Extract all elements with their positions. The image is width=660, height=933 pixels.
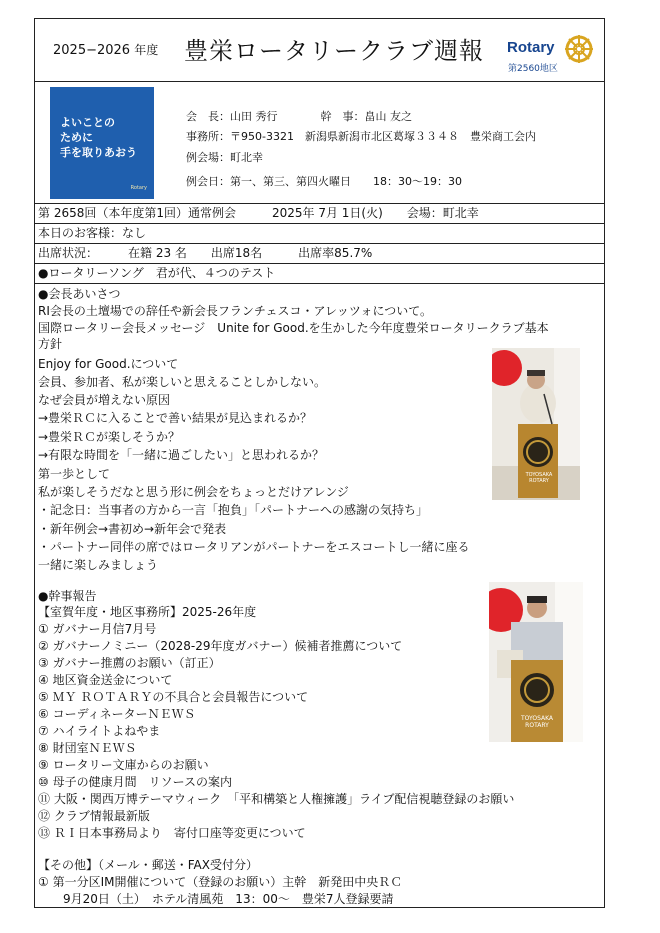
report-item: ⑤ ＭＹ ＲＯＴＡＲＹの不具合と会員報告について [38, 690, 309, 704]
secretary-subheading: 【室賀年度・地区事務所】2025-26年度 [38, 605, 257, 619]
greeting-line: 第一歩として [38, 467, 111, 481]
rotary-wheel-icon [563, 33, 595, 65]
motto-line: 手を取りあおう [60, 146, 137, 159]
page-title: 豊栄ロータリークラブ週報 [184, 37, 484, 65]
secretary-name: 畠山 友之 [364, 110, 412, 123]
banner-brand: Rotary [130, 185, 147, 191]
report-item: ⑪ 大阪・関西万博テーマウィーク 「平和構築と人権擁護」ライブ配信視聴登録のお願い [38, 792, 515, 806]
office-address: 〒950-3321 新潟県新潟市北区葛塚３３４８ 豊栄商工会内 [230, 130, 536, 143]
podium-label: TOYOSAKA ROTARY [520, 715, 554, 729]
greeting-line: ・パートナー同伴の席ではロータリアンがパートナーをエスコートし一緒に座る [38, 540, 470, 554]
report-item: ⑫ クラブ情報最新版 [38, 809, 150, 823]
report-item: ② ガバナーノミニー（2028-29年度ガバナー）候補者推薦について [38, 639, 403, 653]
venue-label: 例会場： [186, 151, 230, 164]
secretary-photo [489, 582, 583, 742]
club-info [35, 82, 604, 204]
theme-motto [60, 115, 137, 160]
report-item: ④ 地区資金送金について [38, 673, 173, 687]
report-item: ⑬ ＲＩ日本事務局より 寄付口座等変更について [38, 826, 306, 840]
report-item: ⑦ ハイライトよねやま [38, 724, 161, 738]
office-label: 事務所： [186, 130, 230, 143]
other-heading: 【その他】（メール・郵送・FAX受付分） [38, 858, 258, 872]
greeting-line: ・記念日：当事者の方から一言「抱負」「パートナーへの感謝の気持ち」 [38, 503, 429, 517]
greeting-line: 会員、参加者、私が楽しいと思えることしかしない。 [38, 375, 327, 389]
greeting-line: RI会長の土壇場での辞任や新会長フランチェスコ・アレッツォについて。 [38, 304, 432, 318]
greeting-line: なぜ会員が増えない原因 [38, 393, 171, 407]
report-item: ⑧ 財団室ＮＥＷＳ [38, 741, 137, 755]
report-item: ⑩ 母子の健康月間 リソースの案内 [38, 775, 232, 789]
greeting-heading: ●会長あいさつ [38, 287, 121, 301]
greeting-line: →豊栄ＲＣに入ることで善い結果が見込まれるか？ [38, 411, 313, 425]
report-item: ⑨ ロータリー文庫からのお願い [38, 758, 209, 772]
greeting-line: 一緒に楽しみましょう [38, 558, 159, 572]
president-photo [492, 348, 580, 500]
other-item: ① 第一分区IM開催について（登録のお願い）主幹 新発田中央ＲＣ [38, 875, 403, 889]
rotary-logo [503, 33, 598, 79]
secretary-label: 幹 事： [320, 110, 365, 123]
newsletter-frame [34, 18, 605, 908]
song-line: ●ロータリーソング 君が代、４つのテスト [35, 264, 604, 284]
president-name: 山田 秀行 [230, 110, 278, 123]
report-item: ① ガバナー月信7月号 [38, 622, 157, 636]
header [35, 19, 604, 82]
year-range: 2025−2026 [53, 43, 131, 58]
officers-line [186, 108, 412, 124]
other-item-detail: 9月20日（土） ホテル清風苑 13：00〜 豊栄7人登録要請 [63, 892, 394, 906]
office-line [186, 128, 536, 144]
year-suffix: 年度 [134, 43, 159, 57]
venue-line [186, 149, 263, 165]
secretary-heading: ●幹事報告 [38, 589, 97, 603]
meeting-line: 第 2658回（本年度第1回）通常例会 2025年 7月 1日(火) 会場：町北幸 [35, 204, 604, 224]
day-label: 例会日： [186, 175, 230, 188]
year-label [53, 41, 158, 58]
report-item: ③ ガバナー推薦のお願い（訂正） [38, 656, 221, 670]
motto-line: ために [60, 131, 93, 144]
greeting-line: 国際ロータリー会長メッセージ Unite for Good.を生かした今年度豊栄ロータリークラブ基本 [38, 321, 549, 335]
theme-banner [50, 87, 154, 199]
greeting-line: →豊栄ＲＣが楽しそうか？ [38, 430, 181, 444]
motto-line: よいことの [60, 116, 115, 129]
greeting-line: →有限な時間を「一緒に過ごしたい」と思われるか？ [38, 448, 325, 462]
podium-label: TOYOSAKA ROTARY [525, 472, 553, 484]
rotary-wordmark: Rotary [507, 39, 555, 56]
greeting-line: 方針 [38, 337, 63, 351]
attendance-line: 出席状況： 在籍 23 名 出席18名 出席率85.7% [35, 244, 604, 264]
greeting-line: ・新年例会→書初め→新年会で発表 [38, 522, 227, 536]
guests-line: 本日のお客様：なし [35, 224, 604, 244]
report-item: ⑥ コーディネーターＮＥＷＳ [38, 707, 196, 721]
greeting-line: 私が楽しそうだなと思う形に例会をちょっとだけアレンジ [38, 485, 349, 499]
meeting-day: 第一、第三、第四火曜日 18：30〜19：30 [230, 175, 462, 188]
district-label: 第2560地区 [508, 64, 558, 74]
meeting-day-line [186, 173, 462, 189]
greeting-line: Enjoy for Good.について [38, 357, 179, 371]
president-label: 会 長： [186, 110, 230, 123]
venue-name: 町北幸 [230, 151, 263, 164]
